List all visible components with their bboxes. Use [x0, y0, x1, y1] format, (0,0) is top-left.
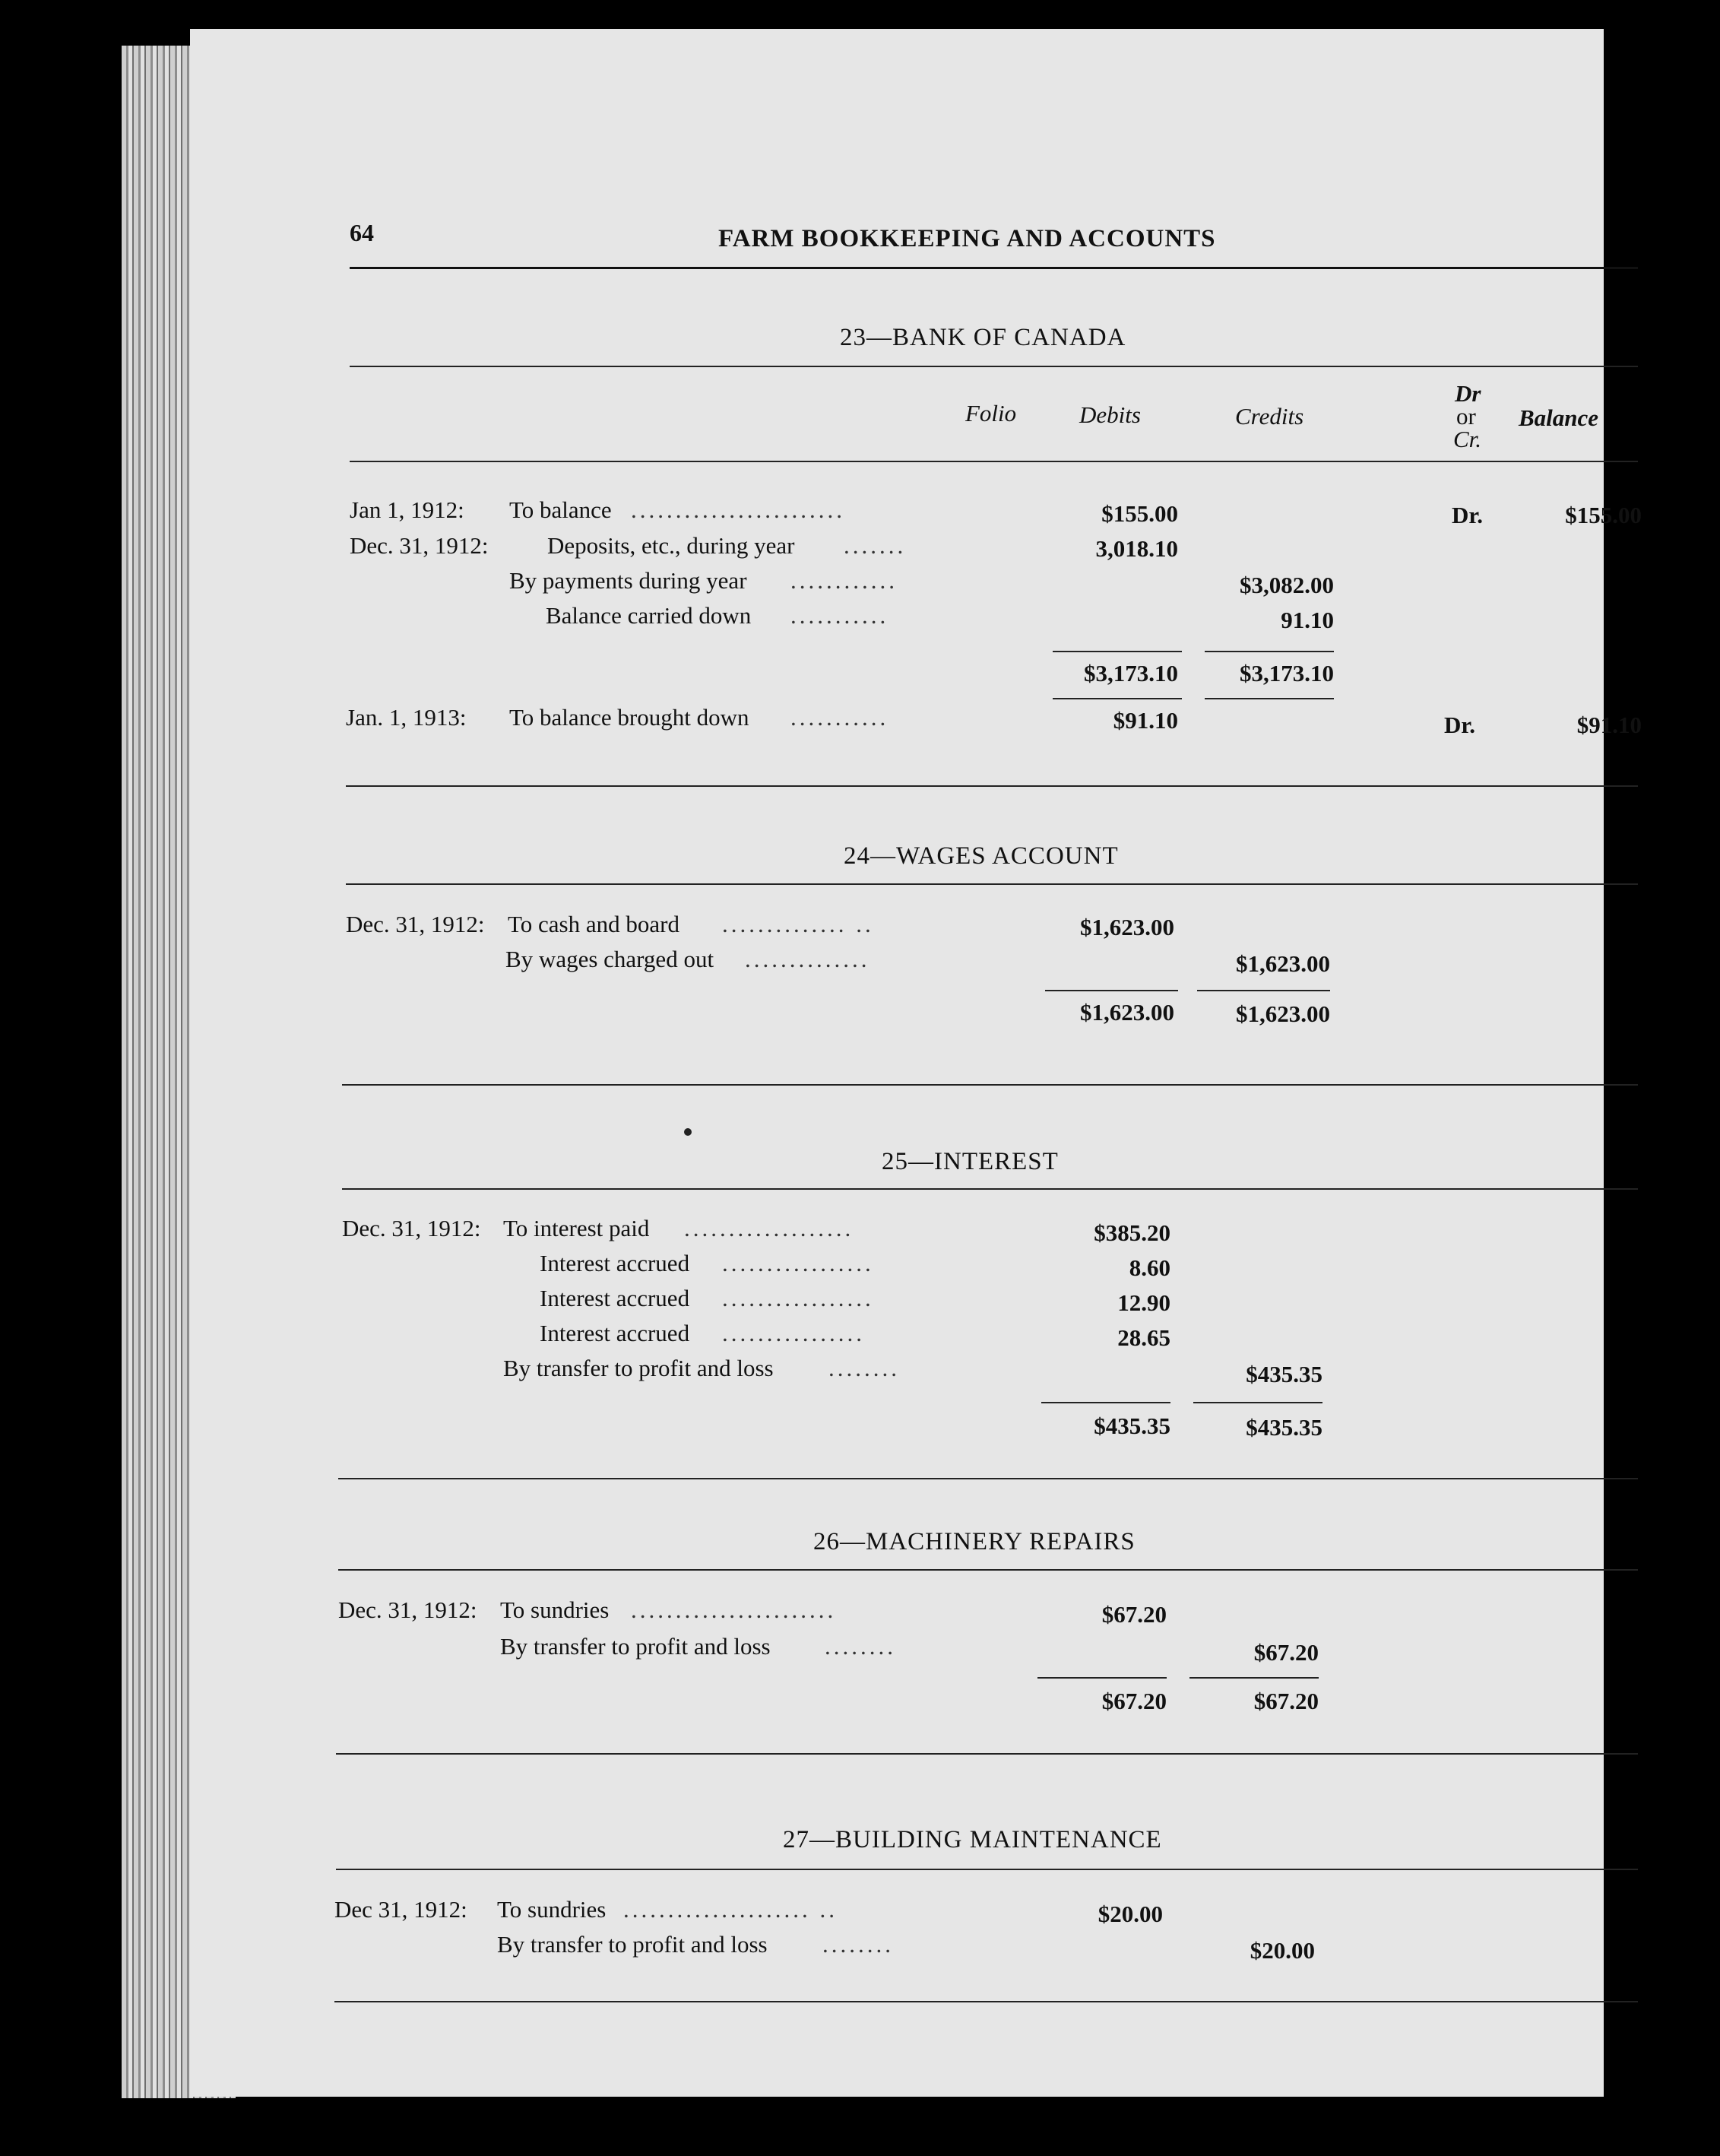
col-drcr-3: Cr.	[1453, 426, 1482, 452]
entry-desc: Deposits, etc., during year	[547, 532, 795, 559]
debit-amount: $1,623.00	[1080, 914, 1174, 940]
debit-amount: $385.20	[1094, 1219, 1170, 1246]
section-end-rule	[338, 1478, 1638, 1479]
debit-amount: $155.00	[1101, 500, 1178, 527]
section-rule	[342, 1188, 1638, 1190]
section-end-rule	[336, 1753, 1638, 1755]
entry-desc: Interest accrued	[540, 1285, 690, 1311]
entry-desc: By transfer to profit and loss	[503, 1355, 774, 1381]
debit-total: $3,173.10	[1084, 660, 1178, 686]
leader-dots: .................	[722, 1250, 874, 1276]
entry-date: Jan. 1, 1913:	[346, 704, 467, 731]
entry-desc: Balance carried down	[546, 602, 752, 629]
debit-total: $1,623.00	[1080, 999, 1174, 1026]
book-page	[190, 29, 1642, 2097]
account-title-25: 25—INTEREST	[882, 1148, 1059, 1175]
entry-date: Dec 31, 1912:	[334, 1896, 467, 1923]
section-rule	[338, 1569, 1638, 1571]
col-balance: Balance	[1519, 404, 1599, 431]
balance-amount: $155.00	[1565, 502, 1642, 528]
credit-total: $3,173.10	[1240, 660, 1334, 686]
entry-desc: By payments during year	[509, 567, 747, 594]
col-debits: Debits	[1079, 401, 1141, 428]
section-rule	[336, 1869, 1638, 1870]
leader-dots: ........	[825, 1633, 896, 1660]
credit-amount: $435.35	[1246, 1361, 1322, 1387]
head-rule	[350, 267, 1638, 269]
debit-amount: 3,018.10	[1095, 535, 1178, 562]
entry-date: Dec. 31, 1912:	[338, 1596, 477, 1623]
col-folio: Folio	[965, 400, 1017, 426]
leader-dots: ........	[828, 1355, 900, 1381]
section-end-rule	[346, 785, 1638, 787]
leader-dots: ........	[822, 1931, 894, 1958]
credit-amount: $3,082.00	[1240, 572, 1334, 598]
debit-amount: 12.90	[1117, 1289, 1170, 1316]
debit-total: $67.20	[1101, 1688, 1167, 1714]
leader-dots: .......	[844, 532, 907, 559]
credit-total: $1,623.00	[1236, 1000, 1330, 1027]
total-rule	[1197, 990, 1330, 991]
leader-dots: ...........	[790, 602, 889, 629]
section-rule	[350, 366, 1638, 367]
account-title-24: 24—WAGES ACCOUNT	[844, 842, 1119, 870]
total-rule	[1189, 1677, 1319, 1679]
drcr-value: Dr.	[1452, 502, 1484, 528]
section-end-rule	[334, 2001, 1638, 2002]
account-title-26: 26—MACHINERY REPAIRS	[813, 1528, 1136, 1555]
debit-amount: $67.20	[1101, 1601, 1167, 1628]
leader-dots: ...................	[684, 1215, 854, 1241]
entry-date: Dec. 31, 1912:	[350, 532, 489, 559]
credit-amount: $1,623.00	[1236, 950, 1330, 977]
section-end-rule	[342, 1084, 1638, 1086]
entry-desc: By wages charged out	[505, 946, 714, 972]
leader-dots: ........................	[631, 496, 845, 523]
entry-desc: To sundries	[497, 1896, 607, 1923]
entry-date: Dec. 31, 1912:	[346, 911, 485, 937]
header-rule	[350, 461, 1638, 462]
section-rule	[346, 883, 1638, 885]
credit-amount: 91.10	[1281, 607, 1334, 633]
leader-dots: .................	[722, 1285, 874, 1311]
account-title-27: 27—BUILDING MAINTENANCE	[783, 1826, 1162, 1853]
entry-desc: To balance brought down	[509, 704, 749, 731]
debit-amount: $20.00	[1098, 1901, 1163, 1927]
total-rule	[1041, 1402, 1170, 1403]
running-title: FARM BOOKKEEPING AND ACCOUNTS	[718, 225, 1216, 252]
entry-desc: To interest paid	[503, 1215, 650, 1241]
leader-dots: ..............	[745, 946, 870, 972]
entry-desc: By transfer to profit and loss	[500, 1633, 771, 1660]
entry-desc: By transfer to profit and loss	[497, 1931, 768, 1958]
col-credits: Credits	[1235, 403, 1304, 430]
total-rule	[1205, 651, 1334, 652]
credit-total: $67.20	[1253, 1688, 1319, 1714]
debit-amount: 28.65	[1117, 1324, 1170, 1351]
credit-amount: $67.20	[1253, 1639, 1319, 1666]
leader-dots: ..................... ..	[623, 1896, 838, 1923]
double-rule	[1053, 698, 1182, 699]
col-drcr-1: Dr	[1455, 380, 1481, 407]
entry-date: Jan 1, 1912:	[350, 496, 464, 523]
entry-desc: To sundries	[500, 1596, 610, 1623]
leader-dots: ............	[790, 567, 898, 594]
page-number: 64	[350, 219, 374, 246]
ink-speck	[684, 1128, 692, 1136]
total-rule	[1045, 990, 1178, 991]
total-rule	[1053, 651, 1182, 652]
entry-date: Dec. 31, 1912:	[342, 1215, 481, 1241]
total-rule	[1193, 1402, 1322, 1403]
debit-total: $435.35	[1094, 1412, 1170, 1439]
credit-total: $435.35	[1246, 1414, 1322, 1441]
drcr-value: Dr.	[1444, 712, 1476, 738]
credit-amount: $20.00	[1250, 1937, 1315, 1964]
double-rule	[1205, 698, 1334, 699]
leader-dots: ................	[722, 1320, 865, 1346]
entry-desc: Interest accrued	[540, 1250, 690, 1276]
entry-desc: Interest accrued	[540, 1320, 690, 1346]
total-rule	[1037, 1677, 1167, 1679]
debit-amount: 8.60	[1129, 1254, 1170, 1281]
debit-amount: $91.10	[1113, 707, 1178, 734]
balance-amount: $91.10	[1576, 712, 1642, 738]
leader-dots: .......................	[631, 1596, 837, 1623]
col-drcr-2: or	[1456, 403, 1476, 430]
leader-dots: ...........	[790, 704, 889, 731]
entry-desc: To cash and board	[508, 911, 679, 937]
entry-desc: To balance	[509, 496, 612, 523]
leader-dots: .............. ..	[722, 911, 874, 937]
account-title-23: 23—BANK OF CANADA	[840, 324, 1126, 351]
